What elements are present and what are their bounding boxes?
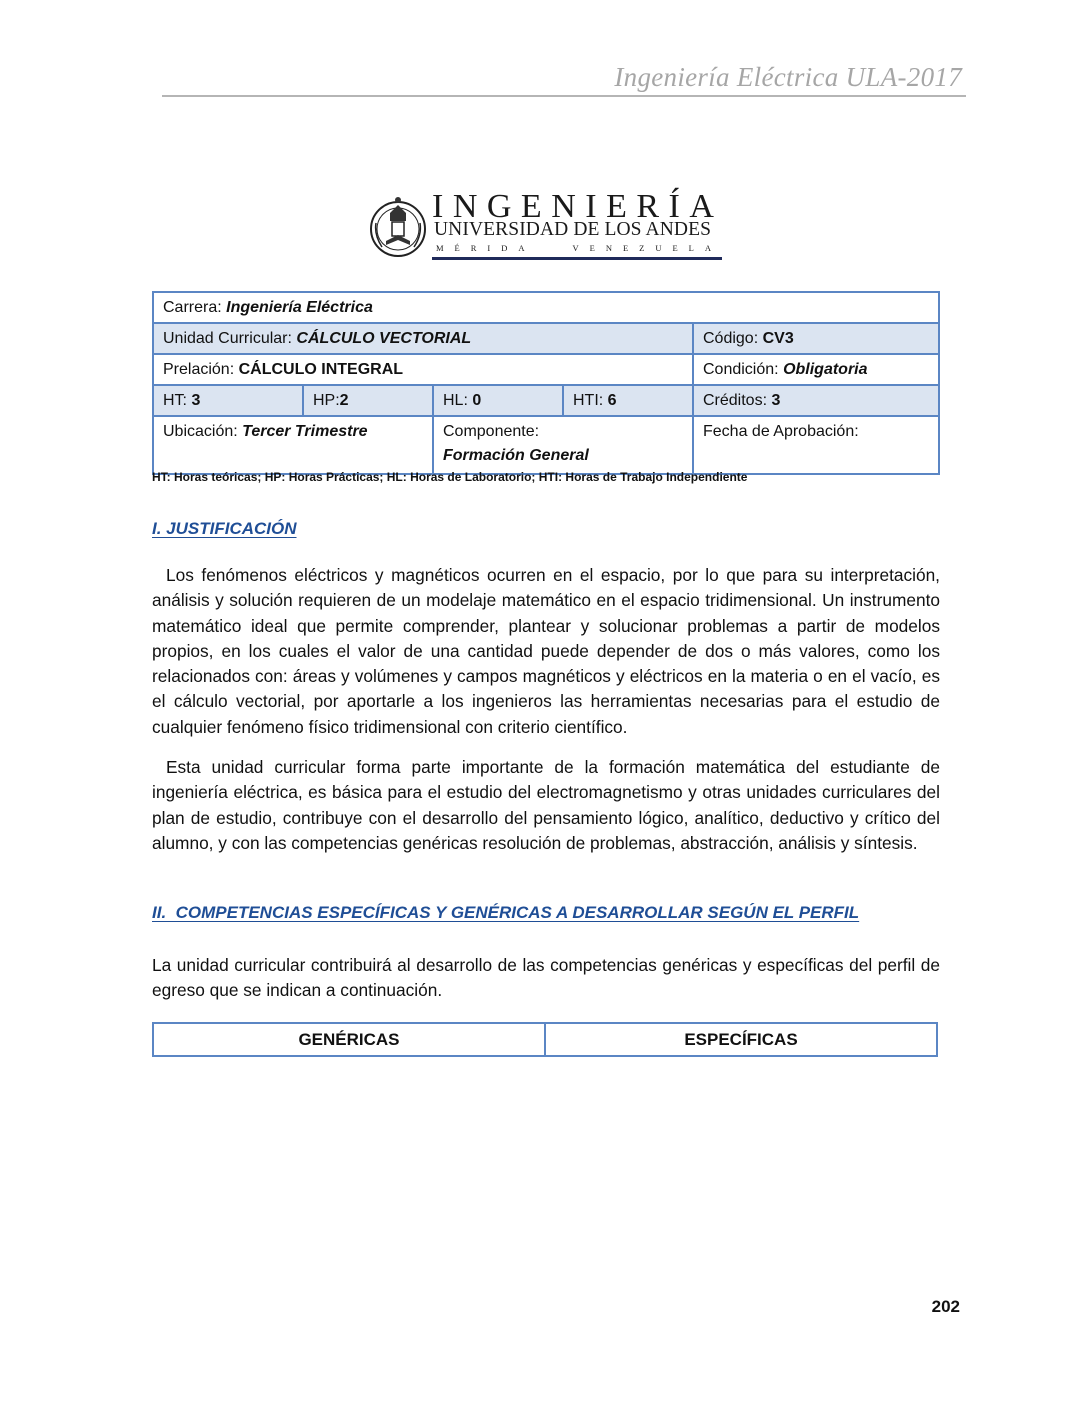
hp-cell: [303, 385, 433, 416]
section-title-justificacion: I. JUSTIFICACIÓN: [152, 519, 297, 538]
table-footnote: HT: Horas teóricas; HP: Horas Prácticas; HL: Horas de Laboratorio; HTI: Horas de Trabajo Independiente: [152, 470, 748, 484]
competencias-table: [152, 1022, 938, 1057]
ht-cell: [153, 385, 303, 416]
table-row: [153, 416, 939, 474]
ht-label: HT:: [163, 392, 187, 409]
prelacion-cell: [153, 354, 693, 385]
prelacion-label: Prelación:: [163, 361, 235, 378]
paragraph-justificacion-2: Esta unidad curricular forma parte importante de la formación matemática del estudiante de ingeniería eléctrica, es básica para el estudio del electromagnetismo y otras unidades curriculares del plan de estudio, contribuye con el desarrollo del pensamiento lógico, analítico, deductivo y crítico del alumno, y con las competencias genéricas resolución de problemas, abstracción, análisis y síntesis.: [152, 757, 940, 853]
prelacion-value: CÁLCULO INTEGRAL: [238, 361, 404, 378]
logo-title: INGENIERÍA: [432, 188, 724, 225]
hp-label: HP:: [313, 392, 340, 409]
hti-cell: [563, 385, 693, 416]
condicion-label: Condición:: [703, 361, 779, 378]
componente-cell: [433, 416, 693, 474]
hti-value: 6: [607, 392, 617, 409]
column-header-especificas: ESPECÍFICAS: [545, 1023, 937, 1056]
paragraph-competencias: La unidad curricular contribuirá al desarrollo de las competencias genéricas y específicas del perfil de egreso que se indican a continuación.: [152, 955, 940, 1001]
page-number: 202: [931, 1297, 960, 1316]
table-row: [153, 323, 939, 354]
carrera-cell: [153, 292, 939, 323]
creditos-value: 3: [771, 392, 781, 409]
condicion-value: Obligatoria: [783, 361, 868, 378]
componente-value: Formación General: [443, 447, 589, 464]
unidad-value: CÁLCULO VECTORIAL: [296, 330, 472, 347]
hti-label: HTI:: [573, 392, 604, 409]
table-row: [153, 385, 939, 416]
logo-city: MÉRIDA: [436, 243, 536, 253]
logo-location: [436, 243, 722, 253]
unidad-label: Unidad Curricular:: [163, 330, 292, 347]
ubicacion-cell: [153, 416, 433, 474]
university-seal-icon: [368, 191, 428, 263]
hl-cell: [433, 385, 563, 416]
carrera-value: Ingeniería Eléctrica: [226, 299, 373, 316]
carrera-label: Carrera:: [163, 299, 222, 316]
column-header-genericas: GENÉRICAS: [153, 1023, 545, 1056]
university-logo: [368, 188, 724, 263]
creditos-cell: [693, 385, 939, 416]
fecha-cell: [693, 416, 939, 474]
running-header: Ingeniería Eléctrica ULA-2017: [614, 62, 962, 92]
codigo-value: CV3: [762, 330, 794, 347]
ubicacion-label: Ubicación:: [163, 423, 238, 440]
hl-label: HL:: [443, 392, 468, 409]
codigo-label: Código:: [703, 330, 759, 347]
section-title-competencias: II. COMPETENCIAS ESPECÍFICAS Y GENÉRICAS A DESARROLLAR SEGÚN EL PERFIL: [152, 903, 860, 922]
course-info-table: [152, 291, 940, 475]
ht-value: 3: [191, 392, 201, 409]
logo-subtitle: UNIVERSIDAD DE LOS ANDES: [434, 219, 712, 240]
unidad-cell: [153, 323, 693, 354]
fecha-label: Fecha de Aprobación:: [703, 423, 859, 440]
hl-value: 0: [472, 392, 482, 409]
table-row: [153, 354, 939, 385]
codigo-cell: [693, 323, 939, 354]
componente-label: Componente:: [443, 423, 540, 440]
logo-country: VENEZUELA: [572, 243, 722, 253]
paragraph-justificacion-1: Los fenómenos eléctricos y magnéticos ocurren en el espacio, por lo que para su interpretación, análisis y solución requieren de un modelaje matemático en el espacio tridimensional. Un instrumento matemático ideal que permite comprender, plantear y solucionar problemas a partir de modelos propios, en los cuales el valor de una cantidad puede depender de dos o más valores, como los relacionados con: áreas y volúmenes y campos magnéticos y eléctricos en la materia o en el vacío, es el cálculo vectorial, por aportarle a los ingenieros las herramientas necesarias para el estudio de cualquier fenómeno físico tridimensional con criterio científico.: [152, 565, 940, 737]
table-row: [153, 292, 939, 323]
condicion-cell: [693, 354, 939, 385]
table-row: [153, 1023, 937, 1056]
logo-rule: [432, 257, 722, 260]
hp-value: 2: [339, 392, 349, 409]
ubicacion-value: Tercer Trimestre: [242, 423, 368, 440]
header-rule: [162, 95, 966, 97]
creditos-label: Créditos:: [703, 392, 768, 409]
